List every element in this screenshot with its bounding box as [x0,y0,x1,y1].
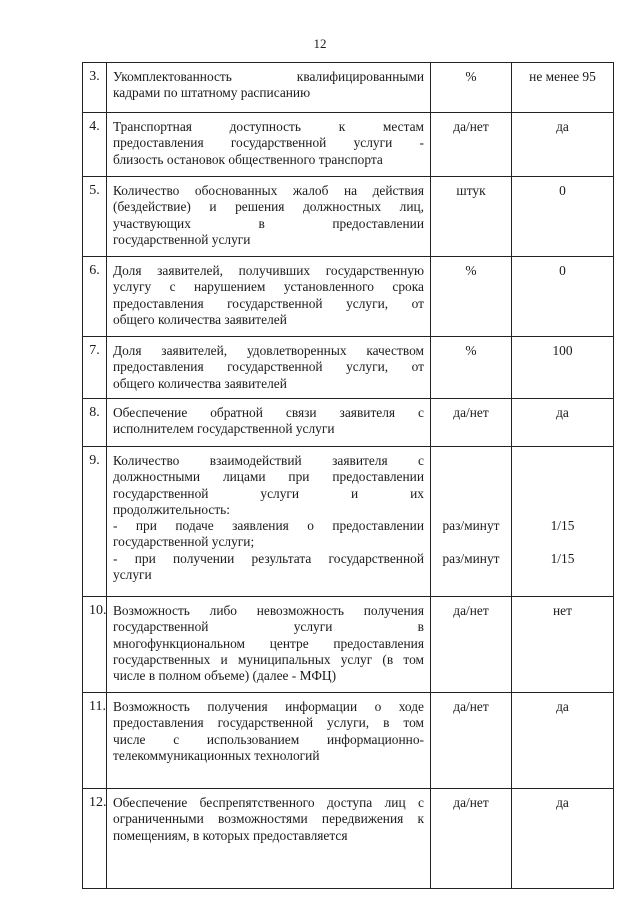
indicator-description [107,447,431,597]
table-row [83,597,614,693]
row-number: 9. [83,447,107,597]
value-cell: нет [512,597,614,693]
description-line: общего количества заявителей [113,375,287,391]
value-line [518,502,607,518]
description-line: Возможность получения информации о ходе [113,699,424,714]
indicator-description [107,113,431,177]
description-line: государственной услуги; [113,534,255,550]
description-line: числе с использованием информационно- [113,731,424,747]
table-row [83,63,614,113]
page-number: 12 [313,36,327,51]
value-line [518,453,607,469]
unit-cell: штук [431,177,512,257]
description-line: Обеспечение обратной связи заявителя с [113,405,424,420]
description-line: Возможность либо невозможность получения [113,603,424,618]
description-line: продолжительность: [113,501,231,517]
description-line: Укомплектованность квалифицированными [113,69,424,84]
value-line [518,469,607,485]
value-line [518,486,607,502]
description-line: Количество обоснованных жалоб на действия [113,183,424,198]
description-line: - при подаче заявления о предоставлении [113,518,424,534]
value-cell: 100 [512,337,614,399]
value-cell: да [512,113,614,177]
unit-cell: % [431,257,512,337]
description-line: помещениям, в которых предоставляется [113,827,348,843]
description-line: государственной услуги в [113,619,424,635]
value-cell [512,447,614,597]
value-line [518,534,607,550]
description-line: телекоммуникационных технологий [113,747,320,763]
description-line: предоставления государственной услуги, в том [113,715,424,731]
unit-cell: % [431,337,512,399]
description-line: Доля заявителей, удовлетворенных качеством [113,343,424,358]
unit-cell: да/нет [431,693,512,789]
value-cell: не менее 95 [512,63,614,113]
unit-line [437,534,505,550]
value-line: 1/15 [550,550,575,566]
description-line: ограниченными возможностями передвижения к [113,811,424,827]
description-line: Доля заявителей, получивших государственную [113,263,424,278]
row-number: 6. [83,257,107,337]
description-line: государственной услуги и их [113,485,424,501]
description-line: должностными лицами при предоставлении [113,469,424,485]
description-line: кадрами по штатному расписанию [113,85,311,101]
description-line: числе в полном объеме) (далее - МФЦ) [113,668,337,684]
indicator-description [107,177,431,257]
value-cell: 0 [512,257,614,337]
description-line: Транспортная доступность к местам [113,119,424,134]
value-cell: да [512,789,614,889]
description-line: Обеспечение беспрепятственного доступа лиц с [113,795,424,810]
indicators-table [82,62,614,889]
unit-line: раз/минут [442,550,500,566]
unit-cell [431,447,512,597]
unit-line [437,486,505,502]
row-number: 7. [83,337,107,399]
indicator-description [107,789,431,889]
description-line: государственной услуги [113,231,251,247]
unit-line [437,567,505,583]
indicator-description [107,63,431,113]
description-line: (бездействие) и решения должностных лиц, [113,199,424,215]
table-row [83,447,614,597]
unit-cell: да/нет [431,113,512,177]
indicator-description [107,337,431,399]
indicator-description [107,597,431,693]
unit-cell: % [431,63,512,113]
row-number: 12. [83,789,107,889]
unit-line [437,502,505,518]
row-number: 8. [83,399,107,447]
table-row [83,177,614,257]
unit-line [437,453,505,469]
value-cell: да [512,693,614,789]
table-row [83,257,614,337]
table-row [83,113,614,177]
description-line: предоставления государственной услуги - [113,135,424,151]
table-row [83,693,614,789]
description-line: услугу с нарушением установленного срока [113,279,424,295]
description-line: участвующих в предоставлении [113,215,424,231]
table-row [83,789,614,889]
row-number: 10. [83,597,107,693]
row-number: 3. [83,63,107,113]
row-number: 11. [83,693,107,789]
value-cell: 0 [512,177,614,257]
description-line: Количество взаимодействий заявителя с [113,453,424,468]
value-line [518,567,607,583]
description-line: государственных и муниципальных услуг (в том [113,651,424,667]
description-line: многофункциональном центре предоставления [113,635,424,651]
description-line: - при получении результата государственной [113,550,424,566]
description-line: исполнителем государственной услуги [113,421,335,437]
table-row [83,399,614,447]
table-row [83,337,614,399]
indicator-description [107,693,431,789]
value-line: 1/15 [550,518,575,534]
description-line: предоставления государственной услуги, от [113,295,424,311]
unit-cell: да/нет [431,597,512,693]
value-cell: да [512,399,614,447]
row-number: 5. [83,177,107,257]
row-number: 4. [83,113,107,177]
description-line: общего количества заявителей [113,311,287,327]
unit-line [437,469,505,485]
description-line: услуги [113,567,152,583]
description-line: предоставления государственной услуги, от [113,359,424,375]
unit-line: раз/минут [442,518,500,534]
indicator-description [107,257,431,337]
unit-cell: да/нет [431,399,512,447]
indicator-description [107,399,431,447]
unit-cell: да/нет [431,789,512,889]
description-line: близость остановок общественного транспорта [113,151,383,167]
